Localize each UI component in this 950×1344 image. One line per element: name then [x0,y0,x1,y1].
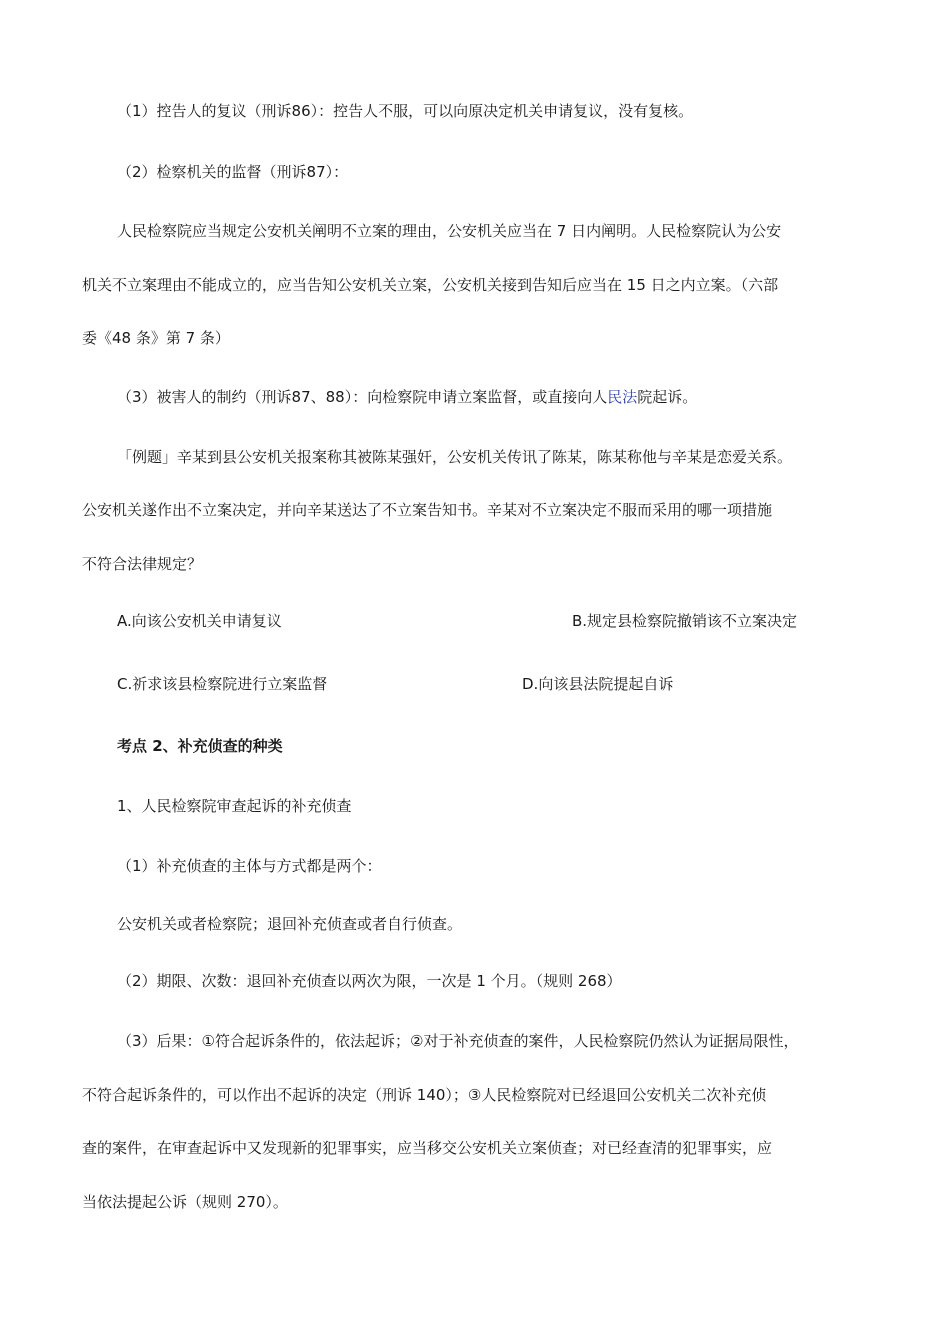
victim-text-part-2: 院起诉。 [637,388,698,406]
paragraph-complainant-review: （1）控告人的复议（刑诉86）：控告人不服，可以向原决定机关申请复议，没有复核。 [117,102,694,120]
option-b: B.规定县检察院撤销该不立案决定 [572,612,798,630]
paragraph-supervision-line-3: 委《48 条》第 7 条） [82,329,230,347]
options-row-2 [117,673,907,695]
paragraph-time-limit: （2）期限、次数：退回补充侦查以两次为限，一次是 1 个月。（规则 268） [117,972,622,990]
paragraph-consequences-line-1: （3）后果：①符合起诉条件的，依法起诉；②对于补充侦查的案件，人民检察院仍然认为证据局限性， [117,1032,799,1050]
option-d: D.向该县法院提起自诉 [522,675,674,693]
option-a: A.向该公安机关申请复议 [117,612,282,630]
paragraph-supervision-line-2: 机关不立案理由不能成立的，应当告知公安机关立案，公安机关接到告知后应当在 15 日之内立案。（六部 [82,276,779,294]
options-row-1 [117,610,907,632]
paragraph-police-or-procuratorate: 公安机关或者检察院；退回补充侦查或者自行侦查。 [117,915,463,933]
example-question-line-3: 不符合法律规定？ [82,555,203,573]
example-question-line-2: 公安机关遂作出不立案决定，并向辛某送达了不立案告知书。辛某对不立案决定不服而采用的哪一项措施 [82,501,773,519]
civil-law-link[interactable]: 民法 [607,388,638,406]
paragraph-consequences-line-4: 当依法提起公诉（规则 270）。 [82,1193,288,1211]
paragraph-victim-restriction [117,386,907,408]
victim-text-part-1: （3）被害人的制约（刑诉87、88）：向检察院申请立案监督，或直接向人 [117,388,608,406]
paragraph-supervision-line-1: 人民检察院应当规定公安机关阐明不立案的理由，公安机关应当在 7 日内阐明。人民检察院认为公安 [117,222,782,240]
example-question-line-1: 「例题」辛某到县公安机关报案称其被陈某强奸，公安机关传讯了陈某，陈某称他与辛某是恋爱关系。 [117,448,793,466]
paragraph-consequences-line-2: 不符合起诉条件的，可以作出不起诉的决定（刑诉 140）；③人民检察院对已经退回公安机关二次补充侦 [82,1086,767,1104]
option-c: C.祈求该县检察院进行立案监督 [117,675,328,693]
paragraph-subject-and-method: （1）补充侦查的主体与方式都是两个： [117,857,382,875]
subsection-heading-prosecution-review: 1、人民检察院审查起诉的补充侦查 [117,797,352,815]
section-heading-supplementary-investigation: 考点 2、补充侦查的种类 [117,737,283,755]
paragraph-procuratorate-supervision-heading: （2）检察机关的监督（刑诉87）： [117,163,349,181]
paragraph-consequences-line-3: 查的案件，在审查起诉中又发现新的犯罪事实，应当移交公安机关立案侦查；对已经查清的犯罪事实，应 [82,1139,773,1157]
